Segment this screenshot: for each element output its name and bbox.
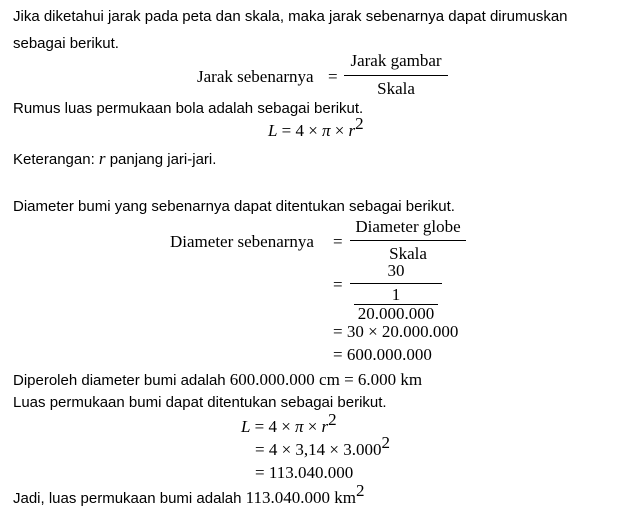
formula-luas-bola-r: r (348, 121, 356, 140)
formula-luas-bola-L: L (268, 121, 278, 140)
luas-step-1-exp: 2 (328, 410, 337, 429)
final-result (13, 481, 365, 507)
formula-diameter-inner-denominator: 20.000.000 (357, 304, 435, 323)
luas-step-1-L: L (241, 417, 251, 436)
intro-line-2: sebagai berikut. (13, 35, 119, 52)
luas-intro: Luas permukaan bumi dapat ditentukan sebagai berikut. (13, 394, 387, 411)
formula-jarak-lhs: Jarak sebenarnya (197, 67, 314, 86)
luas-step-1 (241, 410, 337, 436)
diameter-result-text: Diperoleh diameter bumi adalah (13, 372, 226, 389)
luas-step-1-r: r (321, 417, 329, 436)
luas-step-1-eq: = 4 × (254, 417, 291, 436)
formula-luas-bola-pi: π (322, 121, 331, 140)
diameter-result-value: 600.000.000 cm = 6.000 km (229, 370, 423, 389)
formula-diameter-eq1: = (333, 232, 343, 251)
formula-jarak-eq: = (328, 67, 338, 86)
formula-jarak-fraction-bar (344, 75, 448, 76)
intro-line-1: Jika diketahui jarak pada peta dan skala, maka jarak sebenarnya dapat dirumuskan (13, 8, 568, 25)
formula-jarak-denominator: Skala (377, 79, 415, 98)
keterangan-text: panjang jari-jari. (109, 151, 217, 168)
luas-step-1-times: × (307, 417, 318, 436)
diameter-intro: Diameter bumi yang sebenarnya dapat ditentukan sebagai berikut. (13, 198, 455, 215)
keterangan-r: r (98, 149, 106, 168)
formula-diameter-numerator: Diameter globe (355, 217, 461, 236)
formula-diameter-inner-numerator: 1 (391, 285, 401, 304)
keterangan-label: Keterangan: (13, 151, 95, 168)
formula-luas-bola-eq: = 4 × (281, 121, 318, 140)
formula-diameter-fraction-bar (350, 240, 466, 241)
formula-diameter-lhs: Diameter sebenarnya (170, 232, 314, 251)
luas-step-2-exp: 2 (381, 433, 391, 452)
formula-diameter-numerator-2: 30 (387, 261, 405, 280)
formula-diameter-main-bar (350, 283, 442, 284)
formula-diameter-step3: = 30 × 20.000.000 (333, 322, 459, 341)
final-result-exp: 2 (356, 481, 365, 500)
formula-diameter-eq2: = (333, 275, 343, 294)
final-result-value: 113.040.000 km (245, 488, 356, 507)
rumus-intro: Rumus luas permukaan bola adalah sebagai berikut. (13, 100, 364, 117)
luas-step-1-pi: π (295, 417, 304, 436)
luas-step-2 (255, 433, 391, 459)
formula-diameter-denominator: Skala (389, 244, 427, 263)
formula-jarak-numerator: Jarak gambar (350, 51, 442, 70)
luas-step-3: = 113.040.000 (255, 463, 354, 482)
final-result-text: Jadi, luas permukaan bumi adalah (13, 490, 242, 507)
diameter-result (13, 371, 422, 388)
formula-diameter-step4: = 600.000.000 (333, 345, 432, 364)
formula-luas-bola (268, 114, 364, 140)
luas-step-2-text: = 4 × 3,14 × 3.000 (255, 440, 382, 459)
formula-luas-bola-exp: 2 (355, 114, 364, 133)
keterangan (13, 150, 216, 167)
formula-luas-bola-times: × (334, 121, 345, 140)
